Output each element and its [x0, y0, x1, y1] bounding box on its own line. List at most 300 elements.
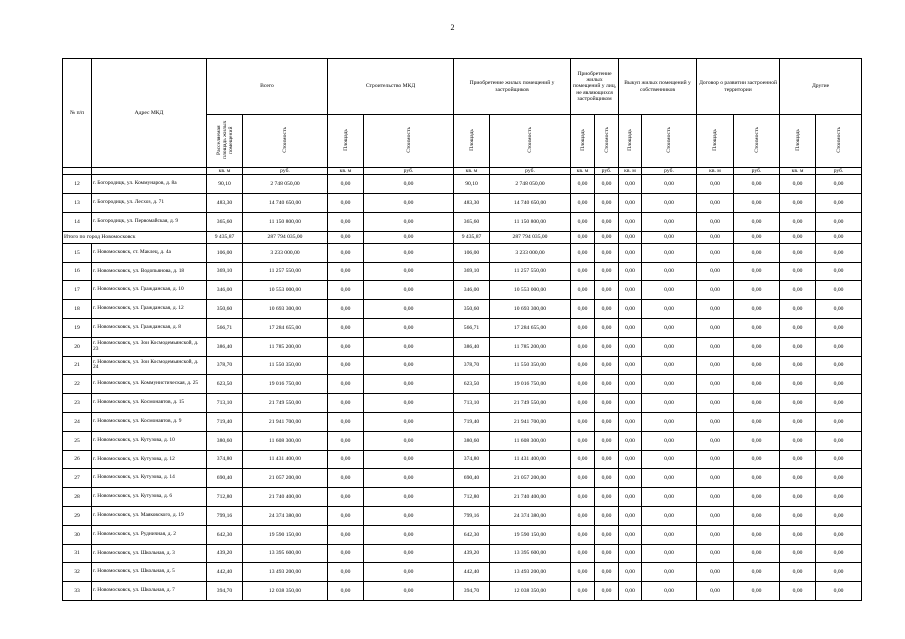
- row-value: 0,00: [734, 450, 780, 469]
- row-value: 0,00: [571, 318, 595, 337]
- row-value: 0,00: [697, 544, 734, 563]
- row-value: 10 553 000,00: [490, 281, 571, 300]
- row-value: 0,00: [571, 281, 595, 300]
- row-value: 0,00: [571, 506, 595, 525]
- row-value: 0,00: [734, 356, 780, 375]
- vertical-label: Стоимость: [527, 127, 533, 153]
- vertical-label: Площадь: [794, 129, 801, 151]
- row-value: 442,40: [207, 563, 243, 582]
- row-address: г. Новомосковск, ул. Маяковского, д. 19: [92, 506, 207, 525]
- row-number: 30: [63, 525, 92, 544]
- row-value: 566,71: [454, 318, 490, 337]
- row-value: 0,00: [697, 582, 734, 601]
- row-value: 0,00: [816, 318, 862, 337]
- row-value: 713,10: [454, 394, 490, 413]
- row-value: 0,00: [595, 394, 619, 413]
- row-address: г. Новомосковск, ул. Гражданская, д. 10: [92, 281, 207, 300]
- row-value: 0,00: [571, 375, 595, 394]
- subtotal-value: 0,00: [595, 231, 619, 243]
- row-value: 21 057 200,00: [243, 469, 328, 488]
- row-value: 11 431 400,00: [490, 450, 571, 469]
- row-address: г. Новомосковск, ул. Кутузова, д. 14: [92, 469, 207, 488]
- area-subheader: [780, 115, 816, 168]
- cost-subheader: [734, 115, 780, 168]
- row-value: 0,00: [816, 194, 862, 213]
- unit-cell: руб.: [595, 168, 619, 175]
- row-value: 0,00: [364, 194, 454, 213]
- vertical-label: Стоимость: [666, 127, 673, 153]
- row-value: 0,00: [619, 175, 642, 194]
- subtotal-value: 9 435,87: [207, 231, 243, 243]
- row-value: 0,00: [328, 582, 364, 601]
- row-value: 0,00: [697, 281, 734, 300]
- row-value: 0,00: [816, 525, 862, 544]
- vertical-label: Стоимость: [282, 127, 288, 153]
- row-value: 0,00: [328, 375, 364, 394]
- row-value: 0,00: [734, 412, 780, 431]
- row-value: 0,00: [364, 488, 454, 507]
- row-value: 623,50: [207, 375, 243, 394]
- row-value: 0,00: [734, 469, 780, 488]
- cost-subheader: [816, 115, 862, 168]
- table-row: [63, 281, 862, 300]
- table-row: [63, 194, 862, 213]
- area-subheader: [619, 115, 642, 168]
- row-value: 0,00: [816, 281, 862, 300]
- row-value: 0,00: [642, 337, 697, 356]
- units-empty-cell: [92, 168, 207, 175]
- row-value: 0,00: [816, 450, 862, 469]
- row-value: 0,00: [697, 394, 734, 413]
- row-value: 369,10: [207, 262, 243, 281]
- row-value: 0,00: [619, 243, 642, 262]
- unit-cell: руб.: [490, 168, 571, 175]
- vertical-label: Стоимость: [753, 127, 760, 153]
- row-value: 0,00: [780, 544, 816, 563]
- row-value: 0,00: [697, 450, 734, 469]
- row-number: 31: [63, 544, 92, 563]
- units-empty-cell: [63, 168, 92, 175]
- subtotal-value: 0,00: [734, 231, 780, 243]
- row-value: 14 740 650,00: [490, 194, 571, 213]
- row-value: 0,00: [780, 488, 816, 507]
- row-value: 0,00: [642, 582, 697, 601]
- row-value: 0,00: [619, 300, 642, 319]
- row-address: г. Новомосковск, ул. Зои Космодемьянской, д. 23: [92, 337, 207, 356]
- row-number: 29: [63, 506, 92, 525]
- row-value: 12 038 350,00: [243, 582, 328, 601]
- row-value: 346,00: [454, 281, 490, 300]
- table-row: [63, 300, 862, 319]
- row-value: 0,00: [780, 469, 816, 488]
- unit-cell: руб.: [816, 168, 862, 175]
- row-value: 0,00: [642, 412, 697, 431]
- area-subheader: [454, 115, 490, 168]
- row-value: 365,60: [207, 213, 243, 232]
- group-nondeveloper-purchase-header: Приобретение жилых помещений у лиц, не являющихся застройщиком: [571, 59, 619, 115]
- row-value: 106,00: [454, 243, 490, 262]
- row-value: 0,00: [619, 356, 642, 375]
- row-value: 0,00: [816, 544, 862, 563]
- row-value: 11 550 350,00: [490, 356, 571, 375]
- row-value: 0,00: [734, 525, 780, 544]
- vertical-label: Площадь: [342, 129, 349, 151]
- row-value: 0,00: [734, 506, 780, 525]
- row-value: 0,00: [816, 431, 862, 450]
- table-body: [63, 175, 862, 601]
- row-value: 0,00: [571, 262, 595, 281]
- row-value: 0,00: [595, 194, 619, 213]
- row-value: 11 785 200,00: [243, 337, 328, 356]
- row-value: 0,00: [595, 281, 619, 300]
- row-value: 0,00: [619, 431, 642, 450]
- cost-subheader: [364, 115, 454, 168]
- row-value: 0,00: [571, 243, 595, 262]
- row-value: 12 038 350,00: [490, 582, 571, 601]
- header-groups-row: [63, 59, 862, 115]
- row-value: 17 284 655,00: [243, 318, 328, 337]
- row-number: 25: [63, 431, 92, 450]
- row-address: г. Новомосковск, ул. Зои Космодемьянской, д. 24: [92, 356, 207, 375]
- page-number: 2: [450, 23, 455, 32]
- row-value: 0,00: [780, 281, 816, 300]
- row-value: 0,00: [328, 281, 364, 300]
- row-number: 12: [63, 175, 92, 194]
- row-value: 374,80: [207, 450, 243, 469]
- row-value: 11 608 300,00: [490, 431, 571, 450]
- row-value: 19 016 750,00: [490, 375, 571, 394]
- row-value: 0,00: [780, 412, 816, 431]
- row-address: г. Новомосковск, ул. Школьная, д. 3: [92, 544, 207, 563]
- row-value: 0,00: [364, 375, 454, 394]
- row-value: 0,00: [328, 525, 364, 544]
- row-value: 0,00: [328, 450, 364, 469]
- row-value: 0,00: [328, 469, 364, 488]
- row-value: 0,00: [780, 194, 816, 213]
- table-row: [63, 563, 862, 582]
- row-value: 0,00: [328, 356, 364, 375]
- row-value: 0,00: [328, 213, 364, 232]
- row-value: 0,00: [571, 582, 595, 601]
- col-address-header: Адрес МКД: [92, 59, 207, 168]
- row-value: 19 590 150,00: [243, 525, 328, 544]
- row-value: 0,00: [642, 213, 697, 232]
- row-value: 0,00: [734, 375, 780, 394]
- row-address: г. Новомосковск, ул. Космонавтов, д. 9: [92, 412, 207, 431]
- row-value: 378,70: [454, 356, 490, 375]
- row-value: 0,00: [595, 318, 619, 337]
- row-address: г. Новомосковск, ул. Кутузова, д. 10: [92, 431, 207, 450]
- unit-cell: руб.: [642, 168, 697, 175]
- row-value: 0,00: [642, 506, 697, 525]
- row-value: 0,00: [595, 175, 619, 194]
- row-value: 3 233 000,00: [243, 243, 328, 262]
- row-value: 24 374 380,00: [490, 506, 571, 525]
- row-value: 0,00: [364, 431, 454, 450]
- subtotal-value: 0,00: [816, 231, 862, 243]
- row-value: 0,00: [595, 525, 619, 544]
- row-value: 21 941 700,00: [490, 412, 571, 431]
- row-value: 0,00: [816, 356, 862, 375]
- row-value: 13 395 600,00: [490, 544, 571, 563]
- vertical-label: Площадь: [627, 129, 634, 151]
- row-value: 0,00: [595, 431, 619, 450]
- row-value: 0,00: [734, 243, 780, 262]
- row-address: г. Новомосковск, ул. Школьная, д. 7: [92, 582, 207, 601]
- row-value: 0,00: [328, 337, 364, 356]
- table-row: [63, 175, 862, 194]
- row-value: 0,00: [816, 506, 862, 525]
- row-value: 0,00: [328, 412, 364, 431]
- row-value: 0,00: [619, 375, 642, 394]
- row-value: 0,00: [816, 375, 862, 394]
- vertical-label: Площадь: [712, 129, 719, 151]
- group-construction-header: Строительство МКД: [328, 59, 454, 115]
- row-value: 11 785 200,00: [490, 337, 571, 356]
- subtotal-row: [63, 231, 862, 243]
- row-address: г. Богородицк, ул. Лесхоз, д. 71: [92, 194, 207, 213]
- row-value: 0,00: [734, 213, 780, 232]
- table-row: [63, 243, 862, 262]
- row-value: 11 257 550,00: [243, 262, 328, 281]
- row-value: 712,80: [207, 488, 243, 507]
- row-value: 378,70: [207, 356, 243, 375]
- row-value: 0,00: [595, 563, 619, 582]
- row-value: 0,00: [816, 563, 862, 582]
- cost-subheader: [490, 115, 571, 168]
- row-value: 0,00: [619, 544, 642, 563]
- row-value: 380,60: [454, 431, 490, 450]
- row-value: 0,00: [642, 375, 697, 394]
- row-value: 17 284 655,00: [490, 318, 571, 337]
- row-value: 0,00: [364, 525, 454, 544]
- row-address: г. Новомосковск, ул. Космонавтов, д. 15: [92, 394, 207, 413]
- row-address: г. Новомосковск, ул. Водопьянова, д. 18: [92, 262, 207, 281]
- row-address: г. Новомосковск, ул. Коммунистическая, д. 25: [92, 375, 207, 394]
- row-value: 0,00: [816, 394, 862, 413]
- row-value: 0,00: [595, 213, 619, 232]
- row-value: 106,00: [207, 243, 243, 262]
- row-value: 0,00: [816, 243, 862, 262]
- row-value: 0,00: [595, 300, 619, 319]
- row-value: 90,10: [454, 175, 490, 194]
- row-value: 0,00: [571, 337, 595, 356]
- row-address: г. Новомосковск, ул. Кутузова, д. 12: [92, 450, 207, 469]
- row-value: 0,00: [328, 194, 364, 213]
- row-value: 0,00: [619, 394, 642, 413]
- row-address: г. Новомосковск, ул. Школьная, д. 5: [92, 563, 207, 582]
- vertical-label: Стоимость: [603, 127, 610, 153]
- area-subheader: [207, 115, 243, 168]
- table-row: [63, 431, 862, 450]
- row-value: 394,70: [454, 582, 490, 601]
- cost-subheader: [595, 115, 619, 168]
- row-value: 0,00: [619, 194, 642, 213]
- table-row: [63, 394, 862, 413]
- row-value: 0,00: [642, 431, 697, 450]
- row-value: 0,00: [816, 469, 862, 488]
- row-value: 0,00: [734, 194, 780, 213]
- row-value: 0,00: [816, 262, 862, 281]
- row-number: 16: [63, 262, 92, 281]
- row-value: 0,00: [816, 488, 862, 507]
- row-value: 365,60: [454, 213, 490, 232]
- row-value: 0,00: [780, 356, 816, 375]
- row-value: 11 150 800,00: [243, 213, 328, 232]
- row-number: 24: [63, 412, 92, 431]
- row-value: 0,00: [697, 488, 734, 507]
- row-value: 19 016 750,00: [243, 375, 328, 394]
- row-value: 0,00: [595, 469, 619, 488]
- unit-cell: кв. м: [328, 168, 364, 175]
- col-num-header: № п/п: [63, 59, 92, 168]
- vertical-label: Стоимость: [405, 127, 412, 153]
- row-value: 0,00: [595, 356, 619, 375]
- row-number: 20: [63, 337, 92, 356]
- row-value: 0,00: [571, 356, 595, 375]
- group-total-header: Всего: [207, 59, 328, 115]
- row-value: 0,00: [571, 213, 595, 232]
- row-value: 11 431 400,00: [243, 450, 328, 469]
- unit-cell: кв. м: [619, 168, 642, 175]
- row-number: 13: [63, 194, 92, 213]
- row-number: 26: [63, 450, 92, 469]
- units-row: [63, 168, 862, 175]
- subtotal-label: Итого по город Новомосковск: [63, 231, 207, 243]
- row-value: 0,00: [571, 563, 595, 582]
- row-value: 439,20: [454, 544, 490, 563]
- row-value: 483,30: [207, 194, 243, 213]
- row-value: 11 257 550,00: [490, 262, 571, 281]
- row-value: 0,00: [697, 175, 734, 194]
- row-value: 0,00: [364, 394, 454, 413]
- cost-subheader: [642, 115, 697, 168]
- row-value: 0,00: [595, 488, 619, 507]
- row-value: 690,40: [207, 469, 243, 488]
- row-value: 0,00: [364, 243, 454, 262]
- table-row: [63, 582, 862, 601]
- row-value: 0,00: [642, 243, 697, 262]
- row-value: 21 740 400,00: [490, 488, 571, 507]
- row-value: 0,00: [697, 412, 734, 431]
- row-value: 0,00: [734, 262, 780, 281]
- row-value: 0,00: [571, 488, 595, 507]
- row-value: 0,00: [619, 262, 642, 281]
- row-value: 0,00: [619, 213, 642, 232]
- unit-cell: кв. м: [697, 168, 734, 175]
- row-value: 0,00: [571, 394, 595, 413]
- row-value: 374,80: [454, 450, 490, 469]
- row-value: 0,00: [734, 582, 780, 601]
- row-value: 483,30: [454, 194, 490, 213]
- row-value: 0,00: [697, 300, 734, 319]
- row-value: 0,00: [642, 469, 697, 488]
- row-address: г. Новомосковск, ул. Кутузова, д. 6: [92, 488, 207, 507]
- row-value: 0,00: [619, 506, 642, 525]
- row-value: 0,00: [619, 563, 642, 582]
- row-value: 10 693 300,00: [243, 300, 328, 319]
- row-value: 0,00: [780, 375, 816, 394]
- row-value: 0,00: [328, 563, 364, 582]
- row-value: 0,00: [816, 337, 862, 356]
- row-value: 0,00: [642, 262, 697, 281]
- row-value: 0,00: [816, 582, 862, 601]
- row-value: 0,00: [619, 412, 642, 431]
- row-value: 0,00: [571, 412, 595, 431]
- row-value: 14 740 650,00: [243, 194, 328, 213]
- row-value: 439,20: [207, 544, 243, 563]
- row-value: 21 057 200,00: [490, 469, 571, 488]
- table-row: [63, 544, 862, 563]
- row-number: 19: [63, 318, 92, 337]
- row-value: 623,50: [454, 375, 490, 394]
- row-address: г. Новомосковск, ст. Маклец, д. 4а: [92, 243, 207, 262]
- row-address: г. Новомосковск, ул. Гражданская, д. 8: [92, 318, 207, 337]
- row-number: 28: [63, 488, 92, 507]
- row-value: 0,00: [697, 262, 734, 281]
- row-value: 0,00: [780, 337, 816, 356]
- row-value: 0,00: [734, 175, 780, 194]
- row-value: 0,00: [595, 243, 619, 262]
- row-value: 0,00: [571, 300, 595, 319]
- row-value: 0,00: [619, 469, 642, 488]
- row-value: 442,40: [454, 563, 490, 582]
- row-value: 0,00: [697, 525, 734, 544]
- row-value: 0,00: [364, 412, 454, 431]
- row-value: 24 374 380,00: [243, 506, 328, 525]
- table-row: [63, 469, 862, 488]
- row-value: 0,00: [595, 506, 619, 525]
- table-row: [63, 450, 862, 469]
- row-value: 0,00: [734, 563, 780, 582]
- row-value: 0,00: [328, 300, 364, 319]
- row-value: 11 608 300,00: [243, 431, 328, 450]
- row-value: 0,00: [328, 175, 364, 194]
- row-number: 17: [63, 281, 92, 300]
- row-number: 14: [63, 213, 92, 232]
- table-row: [63, 356, 862, 375]
- row-value: 0,00: [364, 213, 454, 232]
- row-value: 0,00: [734, 488, 780, 507]
- group-buyout-header: Выкуп жилых помещений у собственников: [619, 59, 697, 115]
- row-number: 22: [63, 375, 92, 394]
- row-value: 0,00: [328, 506, 364, 525]
- table-row: [63, 412, 862, 431]
- area-subheader: [328, 115, 364, 168]
- row-value: 0,00: [697, 318, 734, 337]
- row-value: 0,00: [328, 431, 364, 450]
- row-value: 0,00: [619, 525, 642, 544]
- row-value: 0,00: [364, 175, 454, 194]
- row-value: 21 749 550,00: [243, 394, 328, 413]
- row-value: 0,00: [571, 175, 595, 194]
- row-value: 0,00: [328, 488, 364, 507]
- table-row: [63, 318, 862, 337]
- subtotal-value: 0,00: [571, 231, 595, 243]
- row-value: 0,00: [642, 194, 697, 213]
- row-value: 719,40: [454, 412, 490, 431]
- row-value: 380,60: [207, 431, 243, 450]
- row-value: 0,00: [642, 175, 697, 194]
- row-value: 0,00: [619, 337, 642, 356]
- subtotal-value: 0,00: [697, 231, 734, 243]
- row-value: 0,00: [364, 469, 454, 488]
- row-value: 0,00: [571, 525, 595, 544]
- row-value: 0,00: [780, 450, 816, 469]
- group-other-header: Другие: [780, 59, 862, 115]
- row-value: 0,00: [595, 544, 619, 563]
- row-value: 0,00: [780, 506, 816, 525]
